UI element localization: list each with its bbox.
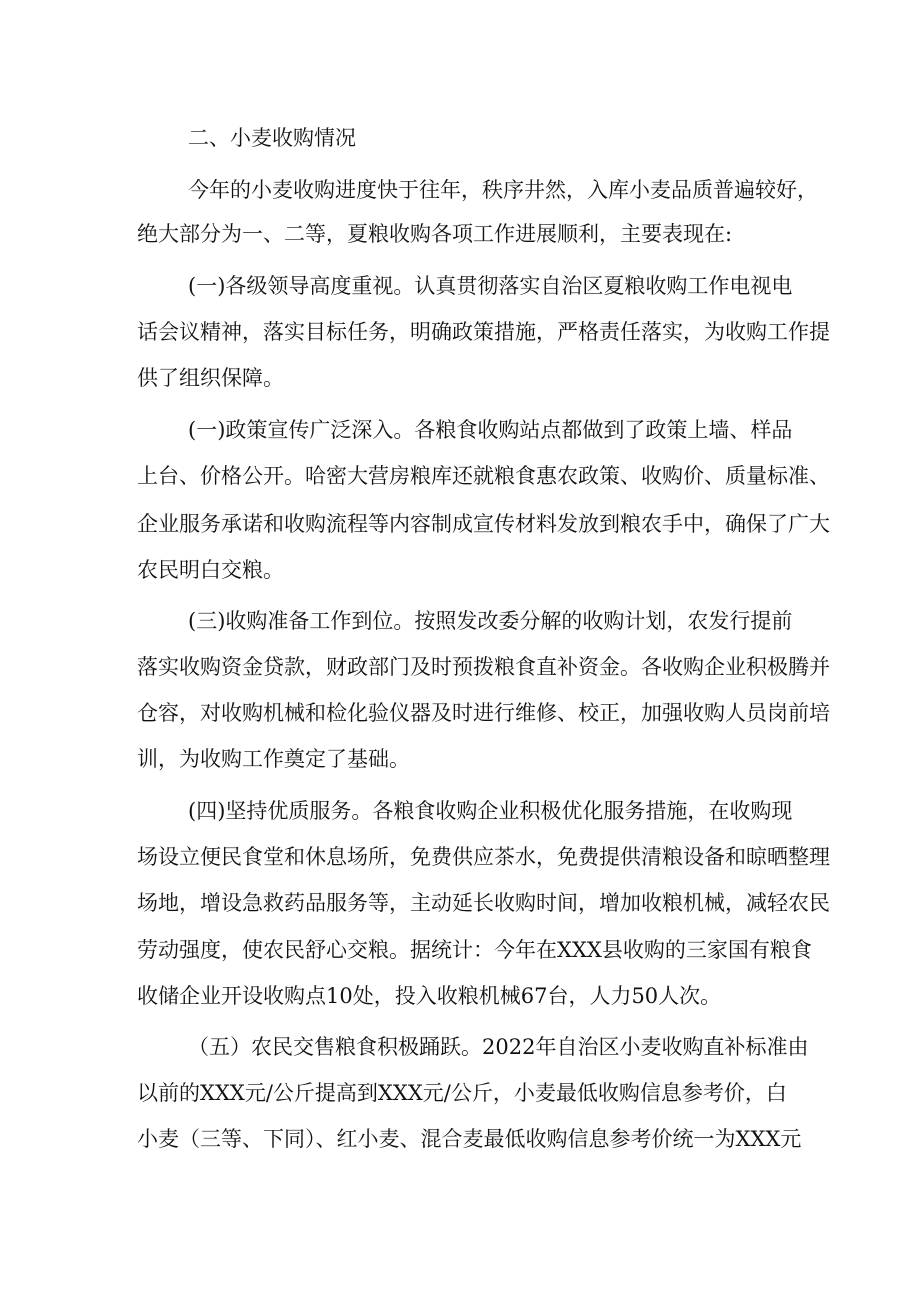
paragraph-line: （五）农民交售粮食积极踊跃。2022年自治区小麦收购直补标准由 (188, 1035, 809, 1059)
paragraph-line: 训，为收购工作奠定了基础。 (137, 747, 410, 771)
section-heading: 二、小麦收购情况 (188, 126, 356, 150)
paragraph-line: (一)政策宣传广泛深入。各粮食收购站点都做到了政策上墙、样品 (188, 418, 793, 442)
paragraph-line: 农民明白交粮。 (137, 558, 284, 582)
paragraph-line: 上台、价格公开。哈密大营房粮库还就粮食惠农政策、收购价、质量标准、 (137, 464, 830, 488)
paragraph-line: (三)收购准备工作到位。按照发改委分解的收购计划，农发行提前 (188, 609, 793, 633)
paragraph-line: 劳动强度，使农民舒心交粮。据统计：今年在XXX县收购的三家国有粮食 (137, 938, 812, 962)
paragraph-line: (四)坚持优质服务。各粮食收购企业积极优化服务措施，在收购现 (188, 799, 793, 823)
paragraph-line: 场设立便民食堂和休息场所，免费供应茶水，免费提供清粮设备和晾晒整理 (137, 845, 830, 869)
paragraph-line: 供了组织保障。 (137, 366, 284, 390)
paragraph-line: 仓容，对收购机械和检化验仪器及时进行维修、校正，加强收购人员岗前培 (137, 701, 830, 725)
paragraph-line: 今年的小麦收购进度快于往年，秩序井然，入库小麦品质普遍较好， (188, 178, 818, 202)
paragraph-line: 收储企业开设收购点10处，投入收粮机械67台，人力50人次。 (137, 984, 722, 1008)
paragraph-line: 小麦（三等、下同）、红小麦、混合麦最低收购信息参考价统一为XXX元 (137, 1127, 802, 1151)
paragraph-line: 绝大部分为一、二等，夏粮收购各项工作进展顺利，主要表现在: (137, 222, 733, 246)
paragraph-line: 场地，增设急救药品服务等，主动延长收购时间，增加收粮机械，减轻农民 (137, 891, 830, 915)
paragraph-line: 话会议精神，落实目标任务，明确政策措施，严格责任落实，为收购工作提 (137, 320, 830, 344)
paragraph-line: 落实收购资金贷款，财政部门及时预拨粮食直补资金。各收购企业积极腾并 (137, 655, 830, 679)
paragraph-line: (一)各级领导高度重视。认真贯彻落实自治区夏粮收购工作电视电 (188, 274, 793, 298)
paragraph-line: 以前的XXX元/公斤提高到XXX元/公斤，小麦最低收购信息参考价，白 (137, 1081, 787, 1105)
paragraph-line: 企业服务承诺和收购流程等内容制成宣传材料发放到粮农手中，确保了广大 (137, 512, 830, 536)
